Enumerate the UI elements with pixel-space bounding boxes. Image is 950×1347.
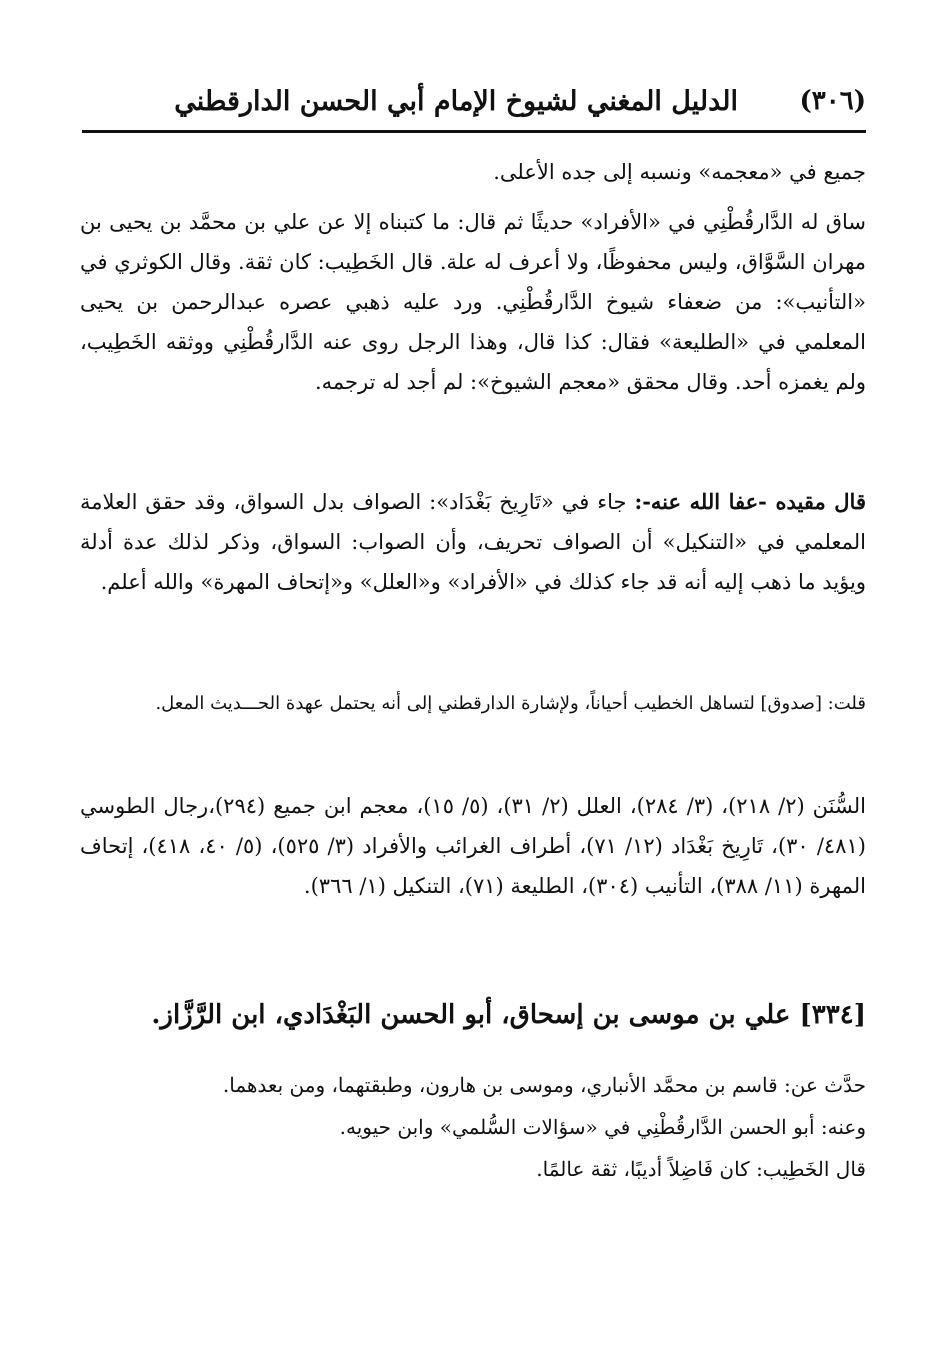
references-text: السُّنَن (٢/ ٢١٨)، (٣/ ٢٨٤)، العلل (٢/ ٣١)، (٥/ ١٥)، معجم ابن جميع (٢٩٤)،رجال الطوسي (٤٨١/ ٣٠)، تَارِيخ بَغْدَاد (١٢/ ٧١)، أطراف الغرائب والأفراد (٣/ ٥٢٥)، (٥/ ٤٠، ٤١٨)، إتحاف المهرة (١١/ ٣٨٨)، التأنيب (٣٠٤)، الطليعة (٧١)، التنكيل (١/ ٣٦٦). [80, 794, 866, 898]
verdict [80, 680, 866, 728]
references [80, 786, 866, 906]
entry-line: حدَّث عن: قاسم بن محمَّد الأنباري، وموسى بن هارون، وطبقتهما، ومن بعدهما. [222, 1073, 866, 1097]
biography-section [80, 152, 866, 402]
verdict-text: قلت: [صدوق] لتساهل الخطيب أحياناً، ولإشارة الدارقطني إلى أنه يحتمل عهدة الحـــديث المعل. [155, 693, 866, 714]
running-title: الدليل المغني لشيوخ الإمام أبي الحسن الدارقطني [174, 86, 738, 117]
editor-note-text: جاء في «تَارِيخ بَغْدَاد»: الصواف بدل السواق، وقد حقق العلامة المعلمي في «التنكيل» أن الصواف تحريف، وأن الصواب: السواق، وذكر لذلك عدة أدلة ويؤيد ما ذهب إليه أنه قد جاء كذلك في «الأفراد» و«العلل» و«إتحاف المهرة» والله أعلم. [80, 490, 866, 594]
page-header [82, 82, 866, 128]
bio-paragraph: ساق له الدَّارقُطْنِي في «الأفراد» حديثًا ثم قال: ما كتبناه إلا عن علي بن محمَّد بن يحيى بن مهران السَّوَّاق، وليس محفوظًا، ولا أعرف له علة. قال الخَطِيب: كان ثقة. وقال الكوثري في «التأنيب»: من ضعفاء شيوخ الدَّارقُطْنِي. ورد عليه ذهبي عصره عبدالرحمن بن يحيى المعلمي في «الطليعة» فقال: كذا قال، وهذا الرجل روى عنه الدَّارقُطْنِي ووثقه الخَطِيب، ولم يغمزه أحد. وقال محقق «معجم الشيوخ»: لم أجد له ترجمه. [80, 210, 866, 394]
entry-line: قال الخَطِيب: كان فَاضِلاً أديبًا، ثقة عالمًا. [536, 1157, 866, 1181]
entry-heading: [٣٣٤] علي بن موسى بن إسحاق، أبو الحسن البَغْدَادي، ابن الرَّزَّاز. [151, 1000, 866, 1030]
header-divider [82, 130, 866, 133]
editor-note [80, 482, 866, 602]
editor-note-paragraph [80, 482, 866, 602]
entry-line: وعنه: أبو الحسن الدَّارقُطْنِي في «سؤالات السُّلمي» وابن حيويه. [339, 1115, 866, 1139]
bio-paragraph: جميع في «معجمه» ونسبه إلى جده الأعلى. [493, 160, 866, 184]
page-number: (٣٠٦) [799, 86, 866, 116]
editor-note-lead: قال مقيده -عفا الله عنه-: [634, 489, 866, 514]
entry-body [80, 1064, 866, 1190]
